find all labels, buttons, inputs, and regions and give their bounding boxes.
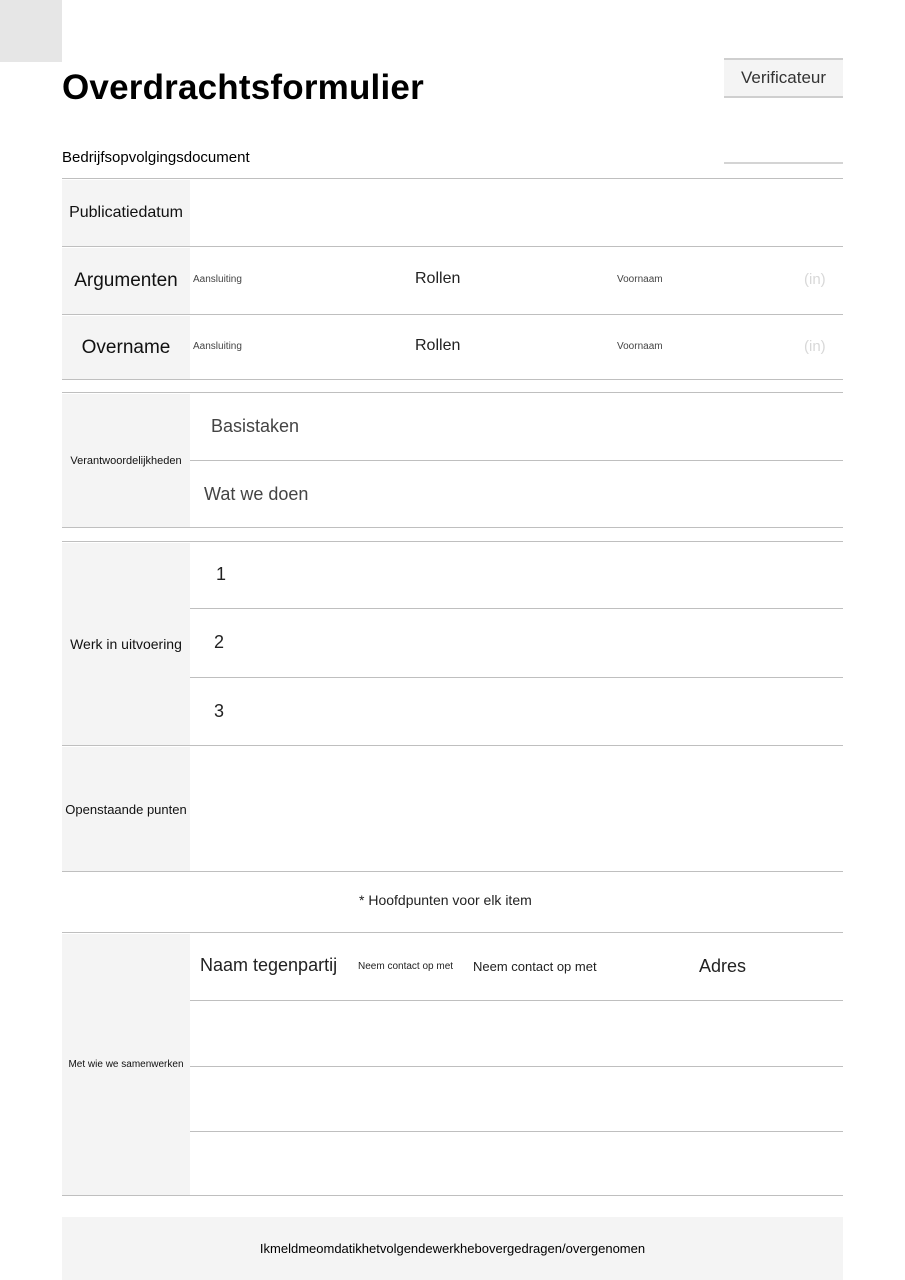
divider bbox=[190, 608, 843, 609]
footer-declaration: Ikmeldmeomdatikhetvolgendewerkhebovergedragen/overgenomen bbox=[62, 1217, 843, 1280]
divider bbox=[190, 677, 843, 678]
divider bbox=[62, 932, 843, 933]
document-subtitle: Bedrijfsopvolgingsdocument bbox=[62, 149, 250, 166]
open-points-field[interactable] bbox=[190, 747, 843, 871]
responsibilities-row: Basistaken bbox=[211, 416, 300, 436]
divider bbox=[62, 392, 843, 393]
arguments-first-name-label: Voornaam bbox=[617, 274, 663, 285]
takeover-first-name-label: Voornaam bbox=[617, 341, 663, 352]
work-item-number: 1 bbox=[216, 564, 227, 584]
divider bbox=[62, 178, 843, 179]
partners-column-header: Adres bbox=[699, 956, 747, 976]
open-points-label: Openstaande punten bbox=[62, 747, 190, 871]
partners-column-header: Naam tegenpartij bbox=[200, 955, 338, 975]
divider bbox=[62, 871, 843, 872]
divider bbox=[62, 246, 843, 247]
publication-date-label: Publicatiedatum bbox=[62, 180, 190, 246]
verifier-label: Verificateur bbox=[724, 58, 843, 98]
verifier-signature-line[interactable] bbox=[724, 162, 843, 164]
divider bbox=[190, 1131, 843, 1132]
key-points-note: * Hoofdpunten voor elk item bbox=[359, 892, 532, 908]
corner-block bbox=[0, 0, 62, 62]
work-in-progress-label: Werk in uitvoering bbox=[62, 543, 190, 745]
partners-label: Met wie we samenwerken bbox=[62, 934, 190, 1195]
divider bbox=[190, 1066, 843, 1067]
arguments-label: Argumenten bbox=[62, 248, 190, 314]
takeover-label: Overname bbox=[62, 316, 190, 379]
divider bbox=[190, 460, 843, 461]
publication-date-field[interactable] bbox=[190, 180, 843, 246]
arguments-suffix: (in) bbox=[804, 271, 826, 288]
responsibilities-row: Wat we doen bbox=[204, 484, 309, 504]
divider bbox=[62, 314, 843, 315]
takeover-affiliation-label: Aansluiting bbox=[193, 341, 242, 352]
takeover-suffix: (in) bbox=[804, 338, 826, 355]
takeover-roles-label: Rollen bbox=[415, 337, 461, 354]
divider bbox=[62, 745, 843, 746]
divider bbox=[62, 541, 843, 542]
partners-column-header: Neem contact op met bbox=[358, 961, 454, 972]
work-item-number: 2 bbox=[214, 632, 225, 652]
arguments-roles-label: Rollen bbox=[415, 270, 461, 287]
page-title: Overdrachtsformulier bbox=[62, 68, 424, 107]
partners-column-header: Neem contact op met bbox=[473, 959, 597, 974]
divider bbox=[62, 527, 843, 528]
arguments-affiliation-label: Aansluiting bbox=[193, 274, 242, 285]
divider bbox=[62, 1195, 843, 1196]
responsibilities-label: Verantwoordelijkheden bbox=[62, 394, 190, 527]
divider bbox=[190, 1000, 843, 1001]
work-item-number: 3 bbox=[214, 701, 225, 721]
divider bbox=[62, 379, 843, 380]
